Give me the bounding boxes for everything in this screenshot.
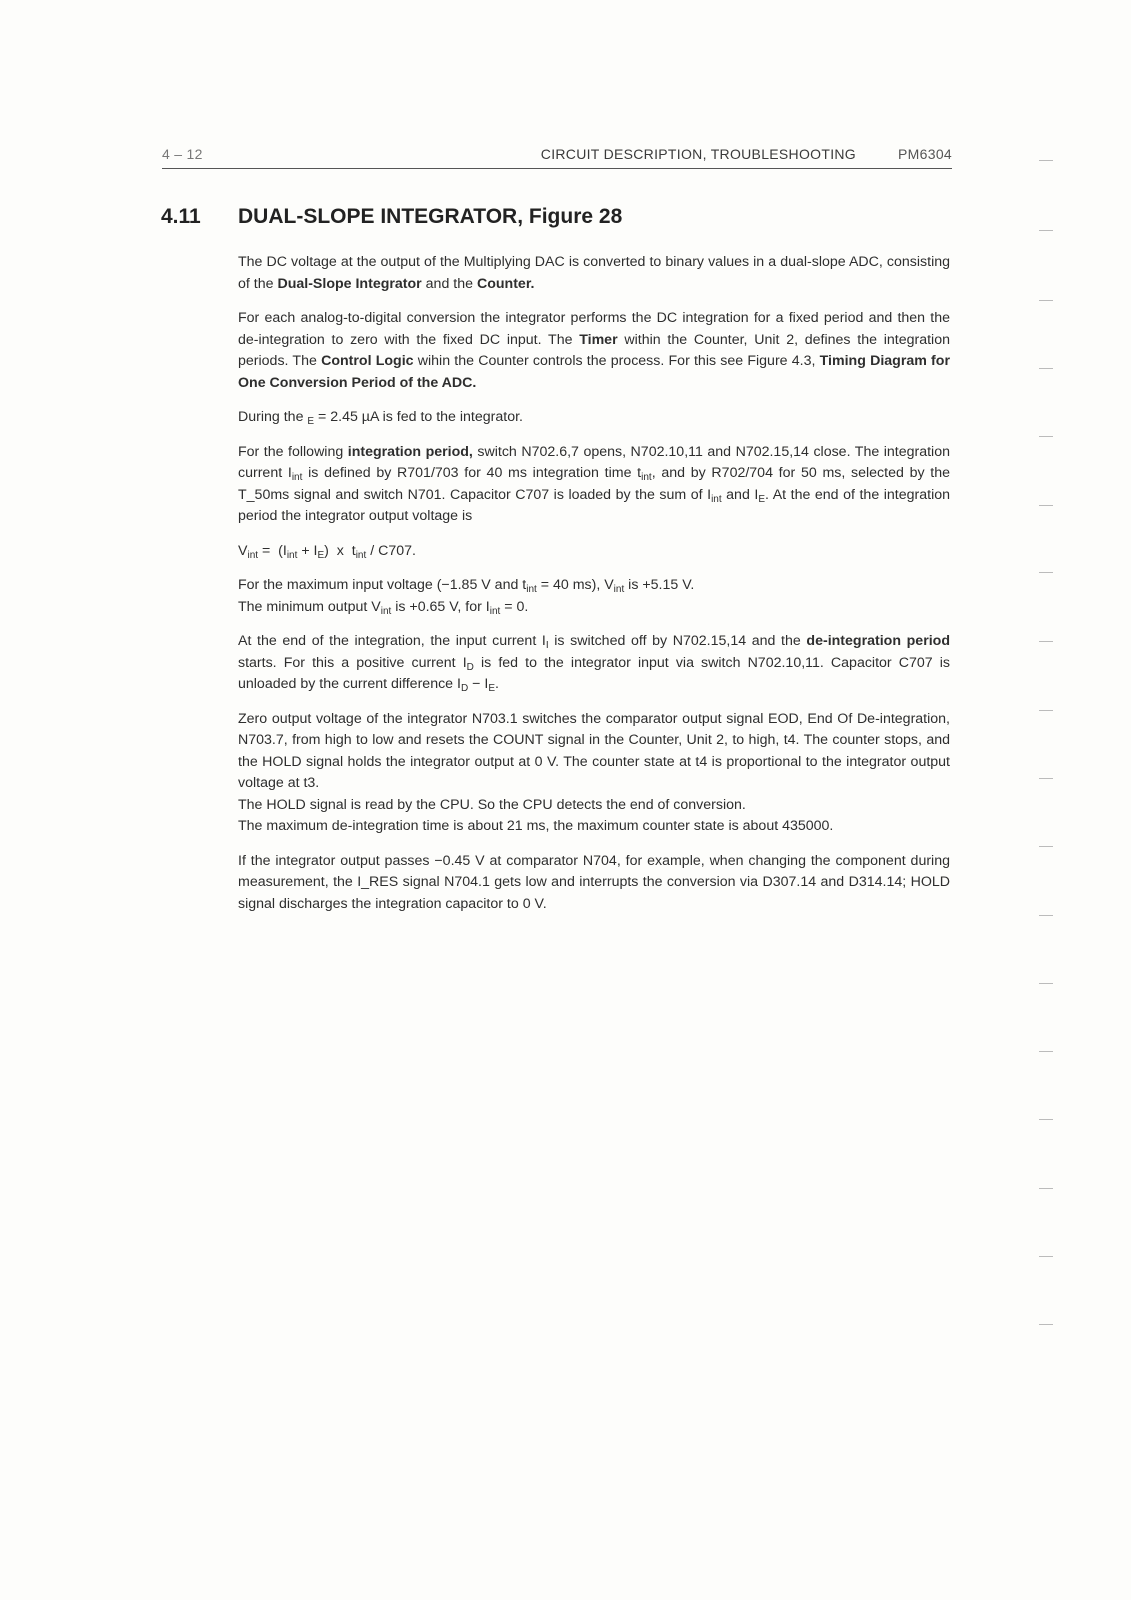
subscript: D: [466, 661, 474, 673]
text-span: = (I: [258, 542, 287, 559]
text-span: = 0.: [500, 598, 529, 615]
formula: [238, 541, 950, 563]
scan-margin-mark: [1039, 368, 1053, 369]
scan-margin-mark: [1039, 436, 1053, 437]
text-line: [238, 575, 950, 597]
text-span: .: [494, 676, 499, 692]
subscript: int: [286, 549, 298, 561]
header-model: PM6304: [898, 146, 952, 162]
text-span: The minimum output V: [238, 598, 381, 615]
text-span: For each analog-to-digital conversion the integrator performs the DC integration for a fixed period and then the de-integration to zero with the fixed DC input. The: [238, 310, 950, 348]
subscript: E: [317, 549, 325, 561]
text-span: V: [238, 542, 248, 559]
text-span: For the maximum input voltage (−1.85 V and t: [238, 577, 527, 593]
subscript: int: [526, 584, 537, 595]
paragraph-6: [238, 631, 950, 696]
scan-margin-mark: [1039, 641, 1053, 642]
text-span: = 40 ms), V: [536, 577, 614, 593]
scan-margin-mark: [1039, 846, 1053, 847]
scan-margin-mark: [1039, 778, 1053, 779]
scan-margin-mark: [1039, 983, 1053, 984]
bold-term: Timer: [579, 331, 618, 348]
text-span: and the: [421, 275, 477, 292]
scan-margin-mark: [1039, 915, 1053, 916]
subscript: int: [380, 605, 392, 617]
header-title: CIRCUIT DESCRIPTION, TROUBLESHOOTING: [540, 146, 856, 162]
subscript: E: [488, 683, 495, 694]
text-span: switch N702.6,7 opens, N702.10,11 and N702.15,14 close. The integration current I: [238, 443, 950, 481]
subscript: int: [613, 584, 625, 595]
subscript: int: [355, 549, 367, 561]
text-span: − I: [468, 676, 489, 692]
section-body: [238, 252, 950, 928]
subscript: int: [641, 472, 652, 483]
text-span: The DC voltage at the output of the Multiplying DAC is converted to binary values in a dual-slope ADC, consisting of the: [238, 254, 950, 292]
text-span: For the following: [238, 443, 348, 460]
text-span: = 2.45 µA is fed to the integrator.: [314, 409, 523, 425]
subscript: int: [711, 493, 722, 505]
paragraph-3: [238, 407, 950, 429]
scan-margin-mark: [1039, 710, 1053, 711]
paragraph-2: [238, 308, 950, 394]
scan-margin-mark: [1039, 1051, 1053, 1052]
scan-margin-mark: [1039, 1188, 1053, 1189]
subscript: int: [247, 549, 259, 561]
text-span: starts. For this a positive current I: [238, 654, 467, 671]
text-span: ) x t: [324, 542, 356, 559]
text-line: The HOLD signal is read by the CPU. So the CPU detects the end of conversion.: [238, 796, 746, 813]
bold-term: Dual-Slope Integrator: [277, 275, 422, 292]
subscript: I: [545, 640, 549, 651]
paragraph-5: [238, 575, 950, 618]
text-span: + I: [297, 542, 318, 559]
scan-margin-mark: [1039, 230, 1053, 231]
text-span: is +0.65 V, for I: [391, 598, 490, 615]
paragraph-4: [238, 442, 950, 528]
bold-term: Control Logic: [321, 353, 414, 369]
scan-margin-mark: [1039, 505, 1053, 506]
page-header: [162, 146, 952, 169]
text-span: within the Counter, Unit 2, defines the integration periods. The: [238, 331, 950, 369]
text-span: is fed to the integrator input via switch N702.10,11. Capacitor C707 is unloaded by the current difference I: [238, 654, 950, 692]
text-span: and I: [721, 486, 759, 503]
section-number: 4.11: [161, 205, 201, 228]
text-span: is switched off by N702.15,14 and the: [548, 633, 807, 649]
text-span: / C707.: [366, 542, 416, 559]
text-line: Zero output voltage of the integrator N703.1 switches the comparator output signal EOD, End Of De-integration, N703.7, from high to low and resets the COUNT signal in the Counter, Unit 2, to high, t4. The counter stops, and the HOLD signal holds the integrator output at 0 V. The counter state at t4 is proportional to the integrator output voltage at t3.: [238, 710, 950, 791]
text-span: , and by R702/704 for 50 ms, selected by the T_50ms signal and switch N701. Capacitor C707 is loaded by the sum of I: [238, 465, 951, 503]
text-line: The maximum de-integration time is about 21 ms, the maximum counter state is about 435000.: [238, 818, 834, 834]
subscript: int: [291, 472, 303, 483]
paragraph-1: [238, 252, 950, 295]
bold-term: Timing Diagram for One Conversion Period of the ADC.: [238, 353, 950, 391]
scan-margin-mark: [1039, 300, 1053, 301]
scan-margin-mark: [1039, 572, 1053, 573]
text-span: . At the end of the integration period the integrator output voltage is: [238, 486, 951, 524]
section-title: DUAL-SLOPE INTEGRATOR, Figure 28: [238, 205, 623, 228]
text-span: At the end of the integration, the input current I: [238, 633, 546, 649]
text-span: is +5.15 V.: [624, 577, 695, 593]
subscript: E: [758, 493, 765, 505]
subscript: int: [489, 605, 501, 617]
subscript: E: [307, 416, 315, 427]
paragraph-8: If the integrator output passes −0.45 V at comparator N704, for example, when changing the component during measurement, the I_RES signal N704.1 gets low and interrupts the conversion via D307.14 and D314.14; HOLD signal discharges the integration capacitor to 0 V.: [238, 852, 950, 912]
bold-term: integration period,: [347, 443, 473, 460]
scan-margin-mark: [1039, 1324, 1053, 1325]
scan-margin-mark: [1039, 1119, 1053, 1120]
text-span: During the: [238, 409, 308, 425]
bold-term: Counter.: [476, 275, 535, 292]
text-span: wihin the Counter controls the process. For this see Figure 4.3,: [413, 353, 820, 369]
subscript: D: [460, 683, 469, 694]
scan-margin-mark: [1039, 1256, 1053, 1257]
page-number: 4 – 12: [162, 146, 203, 162]
paragraph-7: [238, 709, 950, 838]
text-span: is defined by R701/703 for 40 ms integration time t: [302, 465, 642, 481]
text-line: [238, 597, 950, 619]
bold-term: de-integration period: [806, 633, 950, 649]
scan-margin-mark: [1039, 160, 1053, 161]
